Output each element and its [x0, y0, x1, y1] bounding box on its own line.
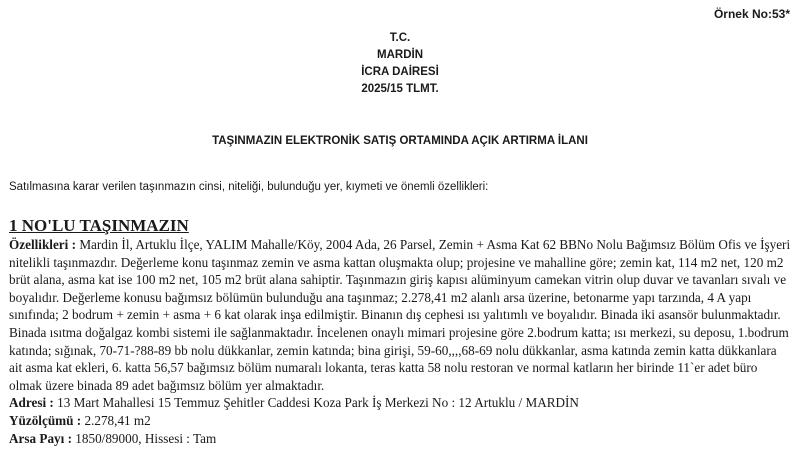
document-title: TAŞINMAZIN ELEKTRONİK SATIŞ ORTAMINDA AÇIK ARTIRMA İLANI	[212, 135, 588, 147]
area-label: Yüzölçümü :	[9, 412, 82, 428]
intro-text: Satılmasına karar verilen taşınmazın cinsi, niteliği, bulunduğu yer, kıymeti ve önemli özellikleri:	[9, 181, 489, 193]
header-file-number: 2025/15 TLMT.	[361, 83, 439, 95]
features-text: Mardin İl, Artuklu İlçe, YALIM Mahalle/Köy, 2004 Ada, 26 Parsel, Zemin + Asma Kat 62 BBNo Nolu Bağımsız Bölüm Ofis ve İşyeri nitelikli taşınmazdır. Değerleme konu taşınmaz zemin ve asma kattan oluşmakta olup; projesine ve mahalline göre; zemin kat, 114 m2 net, 120 m2 brüt alana, asma kat ise 100 m2 net, 105 m2 brüt alana sahiptir. Taşınmazın giriş kapısı alüminyum camekan vitrin olup duvar ve tavanları sıvalı ve boyalıdır. Değerleme konusu bağımsız bölümün bulunduğu ana taşınmaz; 2.278,41 m2 alanlı arsa üzerine, betonarme yapı tarzında, 4 A yapı sınıfında; 2 bodrum + zemin + asma + 6 kat olarak inşa edilmiştir. Binanın dış cephesi ısı yalıtımlı ve boyalıdır. Binada iki asansör bulunmaktadır. Binada ısıtma doğalgaz kombi sistemi ile sağlanmaktadır. İncelenen onaylı mimari projesine göre 2.bodrum katta; ısı merkezi, su deposu, 1.bodrum katında; sığınak, 70-71-?88-89 bb nolu dükkanlar, zemin katında; bina girişi, 59-60,,,,68-69 nolu dükkanlar, asma katında zemin katta dükkanlara ait asma kat ekleri, 6. katta 56,57 bağımsız bölüm numaralı lokanta, teras katta 58 nolu restoran ve normal katların her birinde 11`er adet büro olmak üzere binada 89 adet bağımsız bölüm yer almaktadır.	[9, 237, 791, 393]
property-address	[9, 394, 793, 412]
header-office: İCRA DAİRESİ	[361, 66, 439, 78]
property-heading: 1 NO'LU TAŞINMAZIN	[9, 216, 189, 235]
property-section	[9, 216, 793, 447]
header-city: MARDİN	[377, 49, 423, 61]
address-label: Adresi :	[9, 395, 54, 411]
features-label: Özellikleri :	[9, 237, 77, 252]
header-country: T.C.	[389, 32, 411, 44]
share-text: 1850/89000, Hissesi : Tam	[72, 430, 217, 446]
property-area	[9, 412, 793, 430]
property-features	[9, 236, 793, 394]
share-label: Arsa Payı :	[9, 430, 72, 446]
area-text: 2.278,41 m2	[81, 412, 151, 428]
document-header	[0, 30, 800, 98]
sample-number: Örnek No:53*	[713, 7, 790, 21]
property-share	[9, 430, 793, 448]
address-text: 13 Mart Mahallesi 15 Temmuz Şehitler Caddesi Koza Park İş Merkezi No : 12 Artuklu / MARDİN	[53, 395, 579, 411]
